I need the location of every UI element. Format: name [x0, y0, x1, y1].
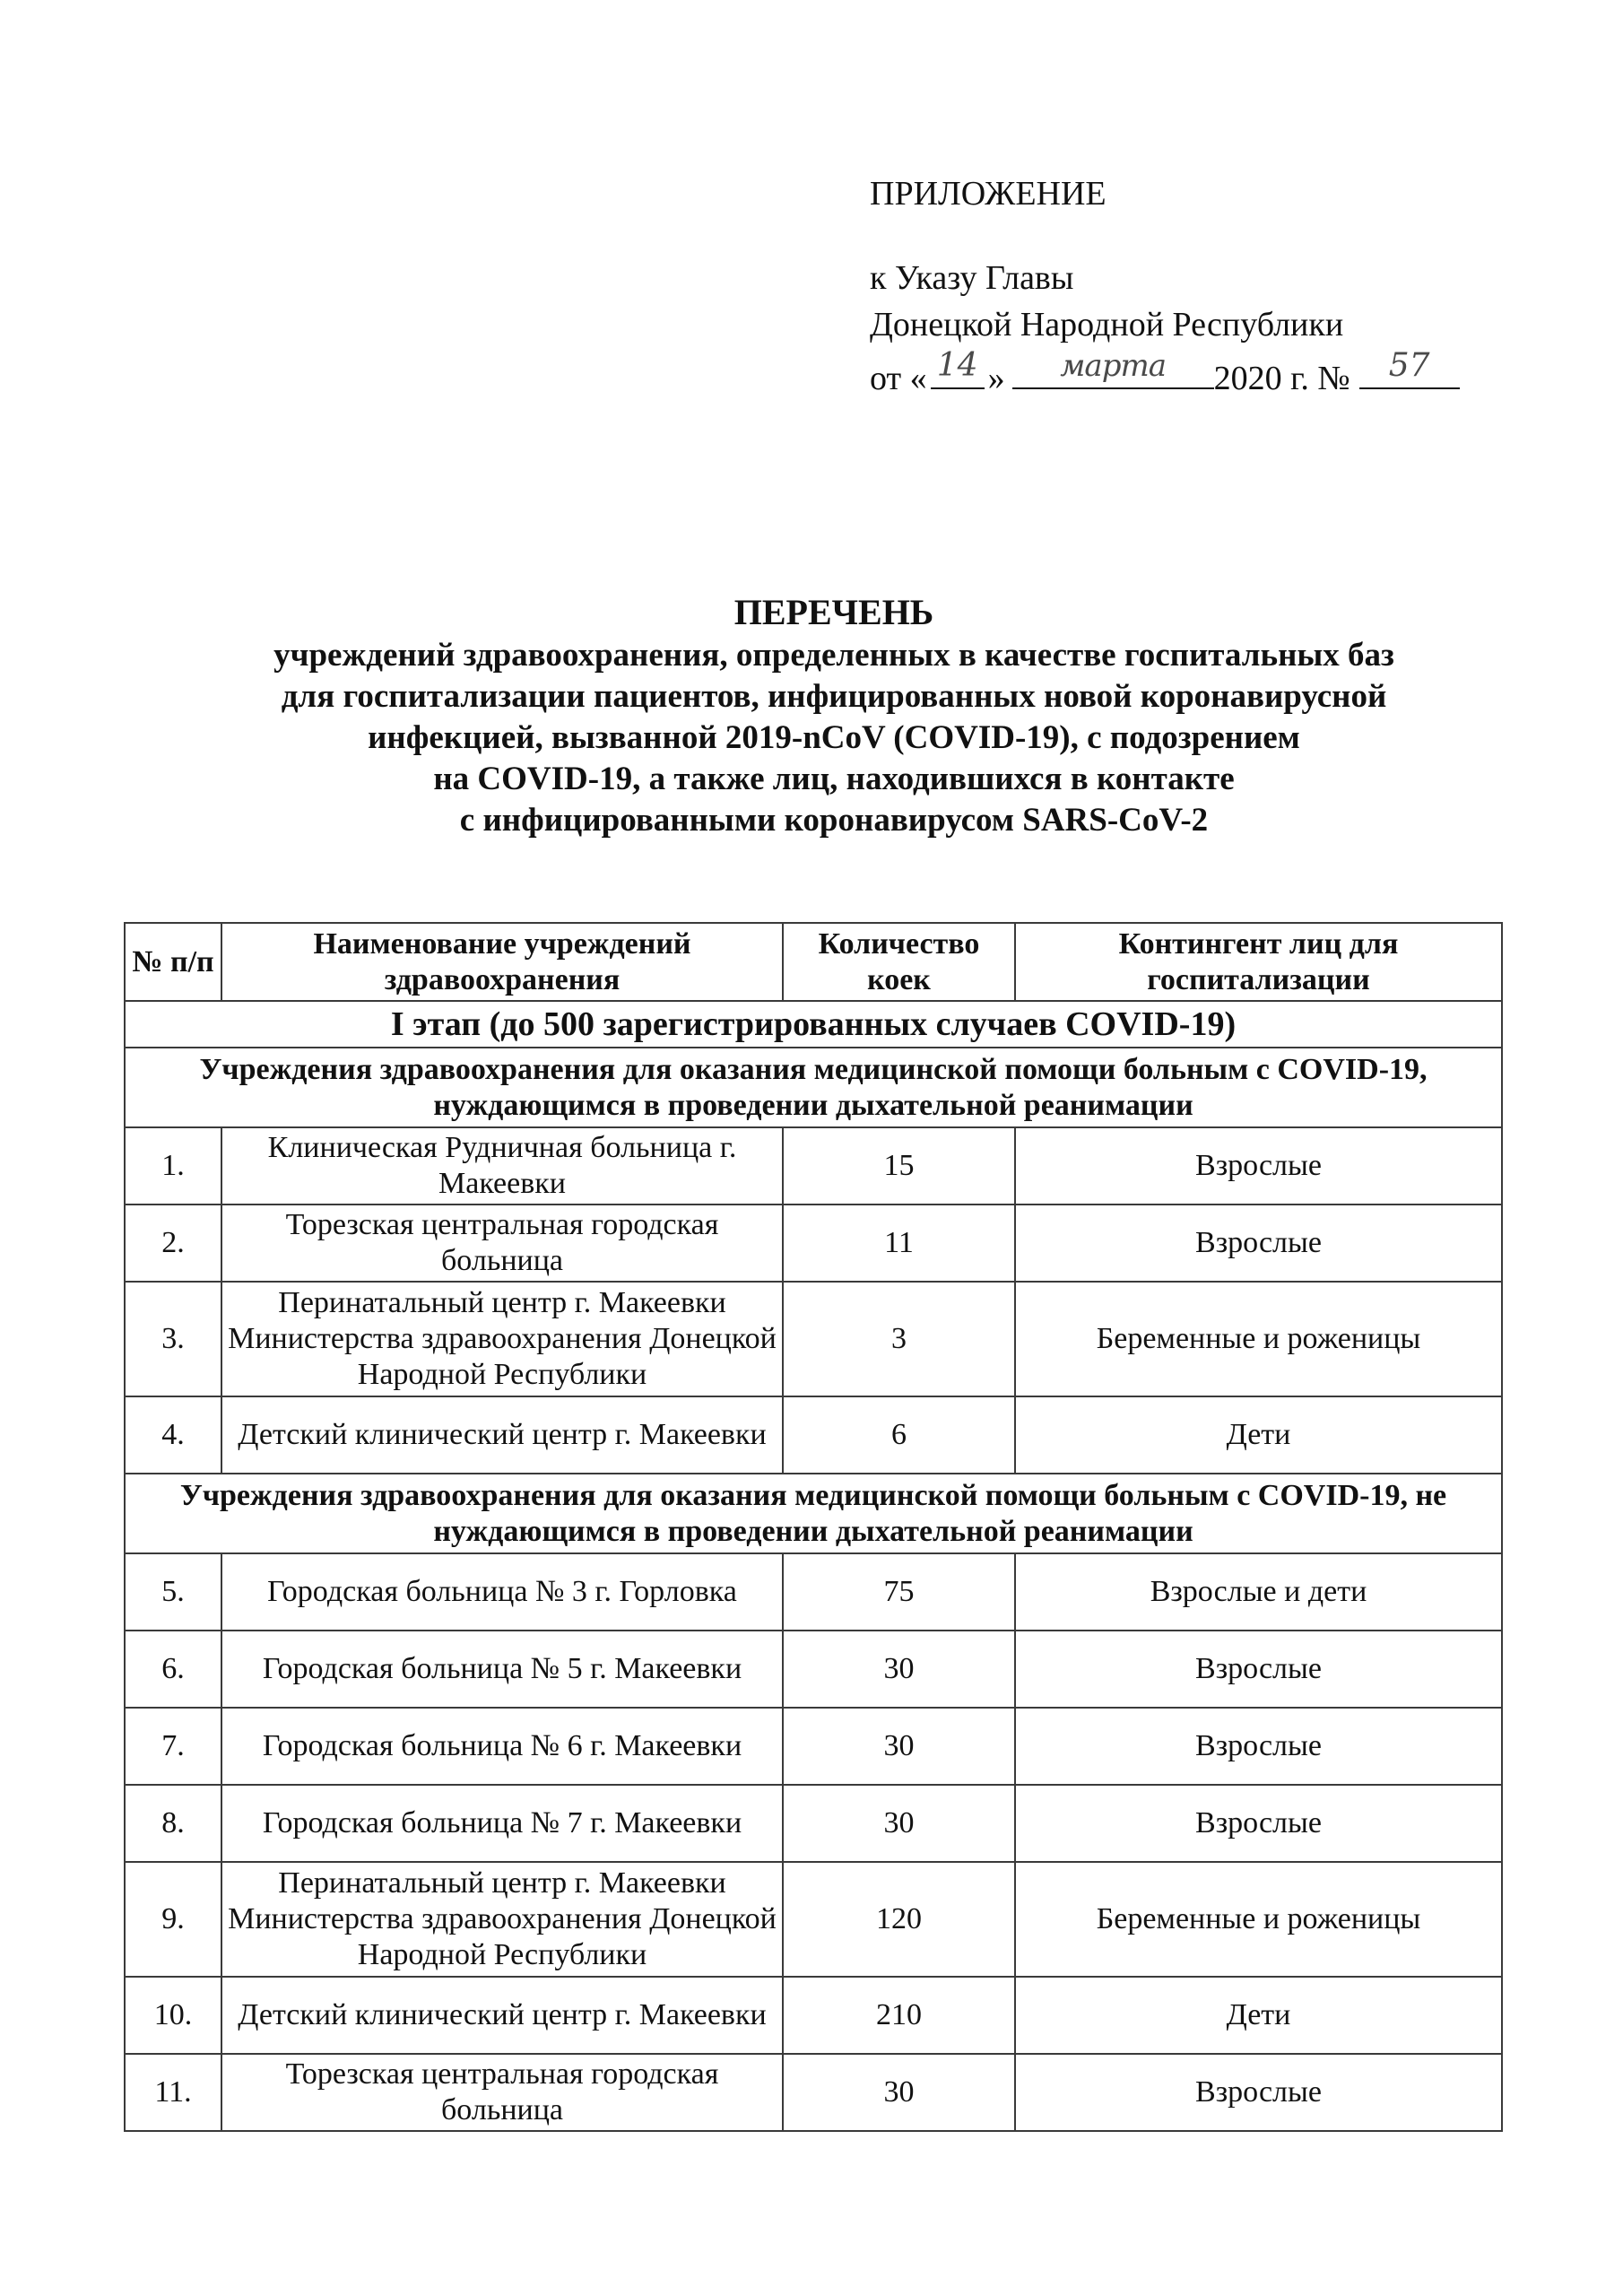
appendix-line-decree: к Указу Главы: [870, 259, 1074, 297]
header-name: [221, 923, 783, 1001]
handwritten-day: 14: [936, 347, 978, 384]
row-num: 9.: [125, 1862, 221, 1977]
row-name: Городская больница № 7 г. Макеевки: [221, 1785, 783, 1862]
document-heading: [143, 592, 1524, 841]
date-month-field: [1012, 348, 1214, 389]
row-name: Городская больница № 3 г. Горловка: [221, 1553, 783, 1631]
header-num: [125, 923, 221, 1001]
row-contingent: Взрослые: [1015, 1631, 1502, 1708]
row-contingent: Дети: [1015, 1977, 1502, 2054]
table-row: [125, 1396, 1502, 1474]
document-title: ПЕРЕЧЕНЬ: [733, 592, 934, 632]
row-name: Торезская центральная городская больница: [221, 2054, 783, 2131]
row-num: 8.: [125, 1785, 221, 1862]
handwritten-month: марта: [1060, 348, 1166, 384]
section-row: [125, 1474, 1502, 1553]
section-row: [125, 1048, 1502, 1127]
row-num: 2.: [125, 1205, 221, 1282]
row-name: Перинатальный центр г. Макеевки Министерства здравоохранения Донецкой Народной Республики: [221, 1282, 783, 1396]
row-name: Детский клинический центр г. Макеевки: [221, 1977, 783, 2054]
stage-title: I этап (до 500 зарегистрированных случаев COVID-19): [125, 1001, 1502, 1048]
row-name: Детский клинический центр г. Макеевки: [221, 1396, 783, 1474]
table-header-row: [125, 923, 1502, 1001]
row-contingent: Дети: [1015, 1396, 1502, 1474]
row-beds: 15: [783, 1127, 1015, 1205]
table-row: [125, 1553, 1502, 1631]
row-name: Городская больница № 5 г. Макеевки: [221, 1631, 783, 1708]
date-prefix: от «: [870, 360, 927, 397]
row-contingent: Взрослые: [1015, 1205, 1502, 1282]
subtitle-line: инфекцией, вызванной 2019-nCoV (COVID-19), с подозрением: [368, 719, 1300, 756]
table-row: [125, 1977, 1502, 2054]
subtitle-line: для госпитализации пациентов, инфицированных новой коронавирусной: [281, 678, 1387, 715]
row-num: 6.: [125, 1631, 221, 1708]
date-year: 2020 г. №: [1213, 360, 1350, 397]
header-contingent: [1015, 923, 1502, 1001]
table-row: [125, 1127, 1502, 1205]
table-row: [125, 2054, 1502, 2131]
row-num: 1.: [125, 1127, 221, 1205]
row-beds: 30: [783, 2054, 1015, 2131]
row-beds: 6: [783, 1396, 1015, 1474]
date-day-field: [931, 348, 985, 389]
appendix-date-line: [870, 348, 1460, 402]
row-num: 3.: [125, 1282, 221, 1396]
header-contingent-text: Контингент лиц для госпитализации: [1118, 926, 1399, 996]
table-row: [125, 1282, 1502, 1396]
row-num: 10.: [125, 1977, 221, 2054]
handwritten-decree-number: 57: [1388, 347, 1430, 384]
row-beds: 30: [783, 1631, 1015, 1708]
table-row: [125, 1631, 1502, 1708]
subtitle-line: учреждений здравоохранения, определенных в качестве госпитальных баз: [273, 637, 1394, 674]
header-name-text: Наименование учреждений здравоохранения: [313, 926, 691, 996]
row-num: 11.: [125, 2054, 221, 2131]
row-num: 4.: [125, 1396, 221, 1474]
table-row: [125, 1708, 1502, 1785]
row-contingent: Беременные и роженицы: [1015, 1862, 1502, 1977]
header-num-text: № п/п: [132, 944, 214, 978]
row-num: 5.: [125, 1553, 221, 1631]
row-name: Клиническая Рудничная больница г. Макеевки: [221, 1127, 783, 1205]
row-beds: 3: [783, 1282, 1015, 1396]
row-name: Городская больница № 6 г. Макеевки: [221, 1708, 783, 1785]
date-quote-close: »: [987, 360, 1005, 397]
row-contingent: Взрослые: [1015, 2054, 1502, 2131]
subtitle-line: с инфицированными коронавирусом SARS-CoV-2: [459, 802, 1209, 839]
row-contingent: Взрослые и дети: [1015, 1553, 1502, 1631]
stage-row: [125, 1001, 1502, 1048]
table-row: [125, 1862, 1502, 1977]
row-name: Торезская центральная городская больница: [221, 1205, 783, 1282]
header-beds: [783, 923, 1015, 1001]
row-name: Перинатальный центр г. Макеевки Министерства здравоохранения Донецкой Народной Республики: [221, 1862, 783, 1977]
hospitals-table: [124, 922, 1503, 2132]
decree-number-field: [1359, 348, 1460, 389]
row-beds: 120: [783, 1862, 1015, 1977]
row-beds: 75: [783, 1553, 1015, 1631]
row-beds: 30: [783, 1785, 1015, 1862]
row-contingent: Взрослые: [1015, 1708, 1502, 1785]
section-title: Учреждения здравоохранения для оказания медицинской помощи больным с COVID-19, нуждающимся в проведении дыхательной реанимации: [125, 1048, 1502, 1127]
row-beds: 11: [783, 1205, 1015, 1282]
row-beds: 30: [783, 1708, 1015, 1785]
subtitle-line: на COVID-19, а также лиц, находившихся в контакте: [433, 761, 1235, 797]
header-beds-text: Количество коек: [818, 926, 980, 996]
appendix-line-republic: Донецкой Народной Республики: [870, 306, 1344, 344]
row-contingent: Взрослые: [1015, 1785, 1502, 1862]
appendix-title: ПРИЛОЖЕНИЕ: [870, 175, 1107, 213]
row-num: 7.: [125, 1708, 221, 1785]
section-title: Учреждения здравоохранения для оказания медицинской помощи больным с COVID-19, не нуждающимся в проведении дыхательной реанимации: [125, 1474, 1502, 1553]
table-row: [125, 1785, 1502, 1862]
row-contingent: Взрослые: [1015, 1127, 1502, 1205]
table-row: [125, 1205, 1502, 1282]
row-beds: 210: [783, 1977, 1015, 2054]
row-contingent: Беременные и роженицы: [1015, 1282, 1502, 1396]
appendix-block: [870, 170, 1460, 402]
